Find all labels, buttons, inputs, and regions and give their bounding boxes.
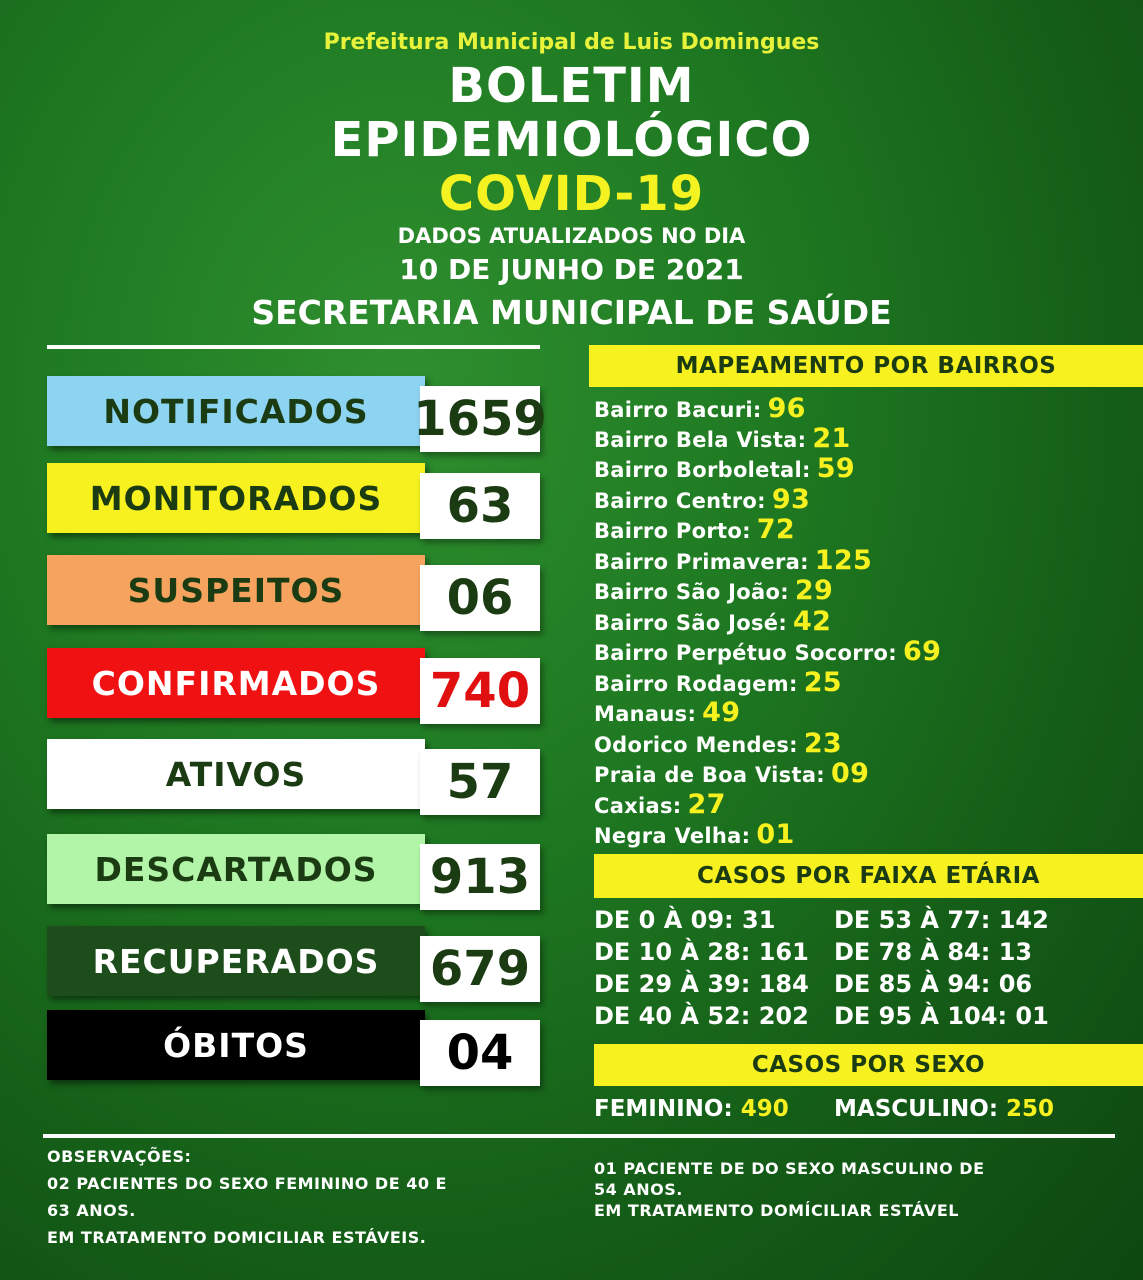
list-item (594, 514, 795, 545)
faixa-item: DE 78 À 84: 13 (834, 938, 1033, 966)
feminino-label: FEMININO: (594, 1096, 733, 1122)
bairro-value: 25 (803, 667, 842, 698)
observacoes-right (594, 1158, 1114, 1221)
observacao-line: EM TRATAMENTO DOMICILIAR ESTÁVEIS. (47, 1228, 427, 1247)
faixa-item: DE 10 À 28: 161 (594, 938, 809, 966)
stat-value-confirmados: 740 (420, 658, 540, 724)
divider-bottom (43, 1134, 1115, 1138)
feminino-value: 490 (740, 1096, 789, 1122)
list-item (594, 667, 842, 698)
bairro-value: 01 (756, 819, 795, 850)
stat-value-suspeitos: 06 (420, 565, 540, 631)
stat-label-descartados: DESCARTADOS (47, 834, 425, 904)
bairro-value: 93 (771, 484, 811, 515)
list-item (594, 758, 869, 789)
observacoes-left (47, 1143, 567, 1251)
bairro-value: 27 (687, 789, 726, 820)
bairro-name: Odorico Mendes: (594, 733, 798, 757)
list-item (594, 575, 833, 606)
divider-top-left (47, 345, 540, 349)
observacao-line: 01 PACIENTE DE DO SEXO MASCULINO DE (594, 1159, 985, 1178)
faixa-item: DE 53 À 77: 142 (834, 906, 1049, 934)
list-item (594, 789, 726, 820)
faixa-item: DE 40 À 52: 202 (594, 1002, 809, 1030)
list-item (594, 423, 851, 454)
bairro-name: Bairro Primavera: (594, 550, 809, 574)
bairro-value: 72 (756, 514, 795, 545)
bairro-value: 09 (831, 758, 870, 789)
sexo-masculino (834, 1096, 1054, 1122)
bairro-value: 23 (803, 728, 843, 759)
stat-value-ativos: 57 (420, 749, 540, 815)
bairro-name: Bairro Rodagem: (594, 672, 798, 696)
bairro-value: 69 (902, 636, 942, 667)
bairro-name: Bairro Perpétuo Socorro: (594, 641, 897, 665)
bairro-name: Manaus: (594, 702, 697, 726)
masculino-value: 250 (1006, 1096, 1055, 1122)
bairro-name: Bairro Borboletal: (594, 458, 811, 482)
faixa-etaria-title-bar: CASOS POR FAIXA ETÁRIA (594, 854, 1143, 898)
stat-value-descartados: 913 (420, 844, 540, 910)
sexo-feminino (594, 1096, 789, 1122)
observacao-line: 02 PACIENTES DO SEXO FEMININO DE 40 E (47, 1174, 447, 1193)
bairro-value: 29 (794, 575, 834, 606)
boletim-title: BOLETIM (448, 58, 695, 114)
stat-value-recuperados: 679 (420, 936, 540, 1002)
list-item (594, 819, 795, 850)
observacao-line: EM TRATAMENTO DOMÍCILIAR ESTÁVEL (594, 1201, 959, 1220)
bairro-name: Caxias: (594, 794, 682, 818)
epidemiologico-title: EPIDEMIOLÓGICO (330, 112, 813, 168)
bairro-name: Bairro Bela Vista: (594, 428, 807, 452)
bairro-name: Bairro Centro: (594, 489, 766, 513)
bairro-value: 49 (702, 697, 741, 728)
list-item (594, 393, 806, 424)
list-item (594, 697, 740, 728)
masculino-label: MASCULINO: (834, 1096, 999, 1122)
faixa-item: DE 0 À 09: 31 (594, 906, 776, 934)
bairro-name: Praia de Boa Vista: (594, 763, 825, 787)
report-date: 10 DE JUNHO DE 2021 (399, 253, 744, 286)
list-item (594, 453, 855, 484)
stat-value-monitorados: 63 (420, 473, 540, 539)
bairro-name: Bairro Bacuri: (594, 398, 762, 422)
sexo-title-bar: CASOS POR SEXO (594, 1044, 1143, 1086)
faixa-item: DE 85 À 94: 06 (834, 970, 1033, 998)
prefeitura-title: Prefeitura Municipal de Luis Domingues (323, 30, 820, 55)
covid-title: COVID-19 (438, 166, 705, 222)
faixa-item: DE 95 À 104: 01 (834, 1002, 1049, 1030)
faixa-item: DE 29 À 39: 184 (594, 970, 809, 998)
dados-atualizados-text: DADOS ATUALIZADOS NO DIA (397, 224, 746, 248)
list-item (594, 545, 872, 576)
secretaria-title: SECRETARIA MUNICIPAL DE SAÚDE (251, 293, 892, 332)
stat-label-recuperados: RECUPERADOS (47, 926, 425, 996)
stat-label-ativos: ATIVOS (47, 739, 425, 809)
list-item (594, 484, 810, 515)
bairro-name: Bairro Porto: (594, 519, 751, 543)
bairro-value: 42 (793, 606, 832, 637)
list-item (594, 728, 842, 759)
stat-value-obitos: 04 (420, 1020, 540, 1086)
stat-label-notificados: NOTIFICADOS (47, 376, 425, 446)
bairro-value: 96 (767, 393, 806, 424)
observacoes-title: OBSERVAÇÕES: (47, 1147, 192, 1166)
bairro-value: 125 (814, 545, 873, 576)
stat-label-suspeitos: SUSPEITOS (47, 555, 425, 625)
stat-label-monitorados: MONITORADOS (47, 463, 425, 533)
observacao-line: 63 ANOS. (47, 1201, 136, 1220)
stat-value-notificados: 1659 (420, 386, 540, 452)
stat-label-obitos: ÓBITOS (47, 1010, 425, 1080)
bairro-value: 21 (812, 423, 851, 454)
bairros-title-bar: MAPEAMENTO POR BAIRROS (589, 345, 1143, 387)
stat-label-confirmados: CONFIRMADOS (47, 648, 425, 718)
bairro-name: Negra Velha: (594, 824, 751, 848)
bairro-value: 59 (816, 453, 855, 484)
bairro-name: Bairro São João: (594, 580, 789, 604)
bairro-name: Bairro São José: (594, 611, 788, 635)
list-item (594, 606, 831, 637)
list-item (594, 636, 941, 667)
observacao-line: 54 ANOS. (594, 1180, 683, 1199)
